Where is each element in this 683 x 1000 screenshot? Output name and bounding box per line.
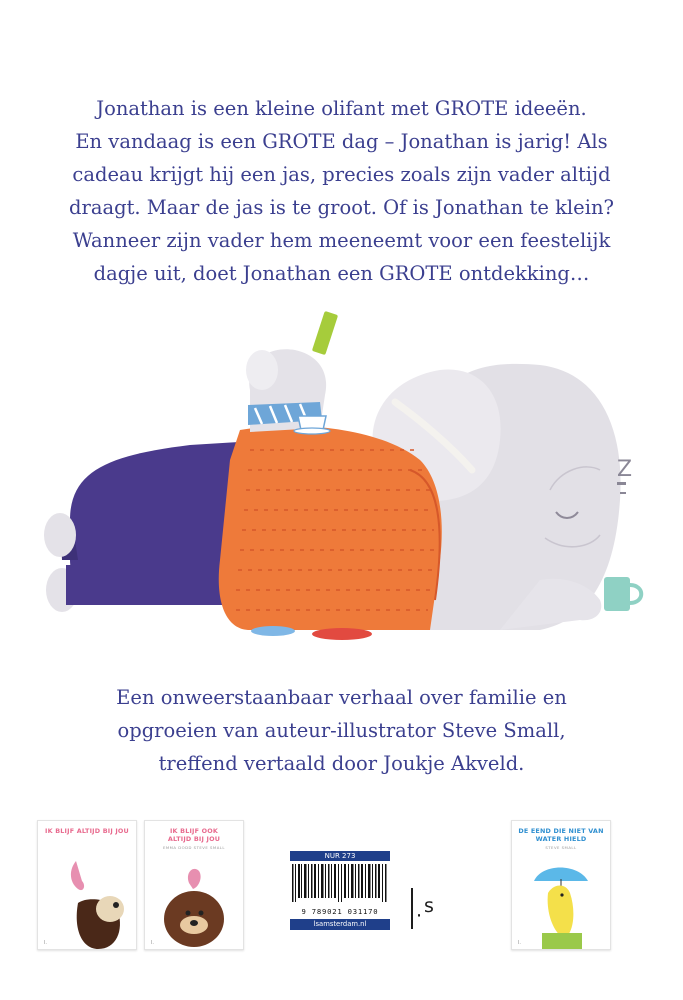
duck-illustration [512, 821, 610, 949]
book-held-icon [312, 311, 338, 355]
publisher-mark: l. [44, 940, 47, 946]
bear-illustration [145, 821, 243, 949]
blurb-line: dagje uit, doet Jonathan een GROTE ontdekking… [93, 262, 590, 285]
publisher-website[interactable]: lsamsterdam.nl [290, 919, 390, 930]
red-plate [312, 628, 372, 640]
blurb-line: draagt. Maar de jas is te groot. Of is Jonathan te klein? [69, 196, 614, 219]
logo-letter: s [424, 895, 434, 917]
blue-plate [251, 626, 295, 636]
back-cover-tagline [0, 681, 683, 780]
book-title: DE EEND DIE NIET VAN WATER HIELD [518, 827, 604, 843]
book-authors: EMMA DODD STEVE SMALL [162, 845, 226, 850]
blurb-line: En vandaag is een GROTE dag – Jonathan is jarig! Als [75, 130, 608, 153]
blurb-line: Wanneer zijn vader hem meeneemt voor een feestelijk [72, 229, 611, 252]
logo-dot: · [416, 905, 423, 927]
bear-illustration [38, 821, 136, 949]
sleeping-elephants-illustration [0, 300, 683, 650]
related-book-cover-1[interactable] [37, 820, 137, 950]
logo-bar [411, 888, 413, 929]
sleep-z-icon: Z [617, 457, 633, 482]
related-book-cover-2[interactable] [144, 820, 244, 950]
related-book-cover-3[interactable] [511, 820, 611, 950]
book-title: IK BLIJF ALTIJD BIJ JOU [45, 827, 129, 835]
book-authors: STEVE SMALL [545, 845, 577, 850]
isbn-barcode-block [290, 851, 390, 930]
tagline-line: Een onweerstaanbaar verhaal over familie en [116, 686, 567, 709]
nur-code: NUR 273 [290, 851, 390, 861]
tagline-line: opgroeien van auteur-illustrator Steve Small, [117, 719, 566, 742]
publisher-mark: l. [151, 940, 154, 946]
back-cover-blurb [0, 92, 683, 290]
blurb-line: Jonathan is een kleine olifant met GROTE ideeën. [96, 97, 587, 120]
mug-icon [604, 577, 630, 611]
publisher-mark: l. [518, 940, 521, 946]
baby-elephant-ear [246, 350, 278, 390]
elephant-foot-upper [44, 513, 76, 557]
isbn-number: 9 789021 031170 [301, 907, 379, 916]
blurb-line: cadeau krijgt hij een jas, precies zoals zijn vader altijd [72, 163, 611, 186]
elephant-coat [219, 426, 442, 630]
barcode-graphic [290, 864, 390, 902]
book-title: IK BLIJF OOK ALTIJD BIJ JOU [167, 827, 221, 843]
tagline-line: treffend vertaald door Joukje Akveld. [158, 752, 525, 775]
